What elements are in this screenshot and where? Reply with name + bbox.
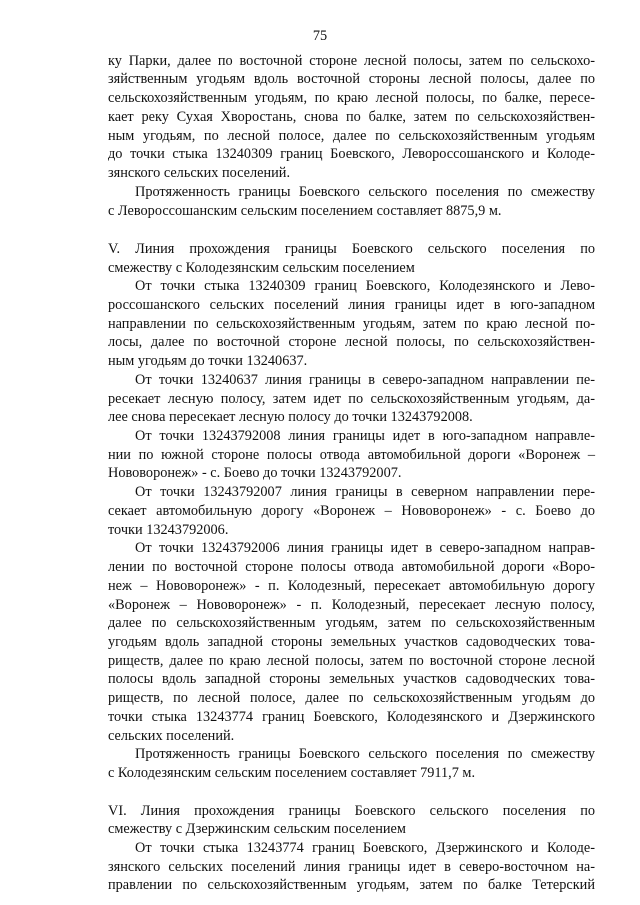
- text-line: лее снова пересекает лесную полосу до точки 13243792008.: [108, 409, 473, 425]
- text-line: Протяженность границы Боевского сельского поселения по смежеству: [135, 746, 595, 762]
- text-line: сельских поселений.: [108, 728, 235, 744]
- text-line: От точки 13240637 линия границы в северо-западном направлении пе-: [135, 372, 595, 388]
- section-heading-v: смежеству с Колодезянским сельским поселением: [108, 260, 415, 276]
- text-line: далее по сельскохозяйственным угодьям, затем по сельскохозяйственным: [108, 615, 595, 631]
- text-line: «Воронеж – Нововоронеж» - п. Колодезный, пересекает лесную полосу,: [108, 597, 595, 613]
- text-line: ным угодьям до точки 13240637.: [108, 353, 308, 369]
- text-line: ным угодьям, по лесной полосе, далее по сельскохозяйственным угодьям: [108, 128, 595, 144]
- section-heading-vi: смежеству с Дзержинским сельским поселением: [108, 821, 406, 837]
- text-line: сельскохозяйственным угодьям, по краю лесной полосы, по балке, пересе-: [108, 90, 595, 106]
- text-line: риществ, далее по краю лесной полосы, затем по восточной стороне лесной: [108, 653, 595, 669]
- text-line: россошанского сельских поселений линия границы идет в юго-западном: [108, 297, 595, 313]
- text-line: лении по восточной стороне полосы отвода автомобильной дороги «Воро-: [108, 559, 595, 575]
- text-line: с Колодезянским сельским поселением составляет 7911,7 м.: [108, 765, 476, 781]
- text-line: неж – Нововоронеж» - п. Колодезный, пересекает автомобильную дорогу: [108, 578, 595, 594]
- text-line: От точки стыка 13240309 границ Боевского, Колодезянского и Лево-: [135, 278, 595, 294]
- text-line: с Левороссошанским сельским поселением составляет 8875,9 м.: [108, 203, 502, 219]
- text-line: кает реку Сухая Хворостань, снова по балке, затем по сельскохозяйствен-: [108, 109, 595, 125]
- text-line: направлении по сельскохозяйственным угодьям, затем по краю лесной по-: [108, 316, 595, 332]
- text-line: точки стыка 13243774 границ Боевского, Колодезянского и Дзержинского: [108, 709, 595, 725]
- text-line: ку Парки, далее по восточной стороне лесной полосы, затем по сельскохо-: [108, 53, 595, 69]
- text-line: угодьям вдоль западной стороны земельных участков садоводческих това-: [108, 634, 595, 650]
- text-line: риществ, по лесной полосе, далее по сельскохозяйственным угодьям до: [108, 690, 595, 706]
- page-number: 75: [312, 28, 328, 44]
- text-line: нии по южной стороне полосы отвода автомобильной дороги «Воронеж –: [108, 447, 595, 463]
- text-line: зянского сельских поселений линия границы идет в северо-восточном на-: [108, 859, 595, 875]
- section-heading-v: V. Линия прохождения границы Боевского сельского поселения по: [108, 241, 595, 257]
- text-line: секает автомобильную дорогу «Воронеж – Нововоронеж» - с. Боево до: [108, 503, 595, 519]
- text-line: От точки 13243792007 линия границы в северном направлении пере-: [135, 484, 595, 500]
- text-line: От точки стыка 13243774 границ Боевского, Дзержинского и Колоде-: [135, 840, 595, 856]
- text-line: полосы вдоль западной стороны земельных участков садоводческих това-: [108, 671, 595, 687]
- text-line: до точки стыка 13240309 границ Боевского, Левороссошанского и Колоде-: [108, 146, 595, 162]
- text-line: зяйственным угодьям вдоль восточной стороны лесной полосы, далее по: [108, 71, 595, 87]
- text-line: От точки 13243792006 линия границы идет в северо-западном направ-: [135, 540, 595, 556]
- text-line: правлении по сельскохозяйственным угодьям, затем по балке Тетерский: [108, 877, 595, 893]
- text-line: Протяженность границы Боевского сельского поселения по смежеству: [135, 184, 595, 200]
- text-line: Нововоронеж» - с. Боево до точки 13243792007.: [108, 465, 402, 481]
- text-line: зянского сельских поселений.: [108, 165, 291, 181]
- section-heading-vi: VI. Линия прохождения границы Боевского сельского поселения по: [108, 803, 595, 819]
- text-line: ресекает лесную полосу, затем идет по сельскохозяйственным угодьям, да-: [108, 391, 595, 407]
- text-line: точки 13243792006.: [108, 522, 229, 538]
- text-line: От точки 13243792008 линия границы идет в юго-западном направле-: [135, 428, 595, 444]
- text-line: лосы, далее по восточной стороне лесной полосы, по сельскохозяйствен-: [108, 334, 595, 350]
